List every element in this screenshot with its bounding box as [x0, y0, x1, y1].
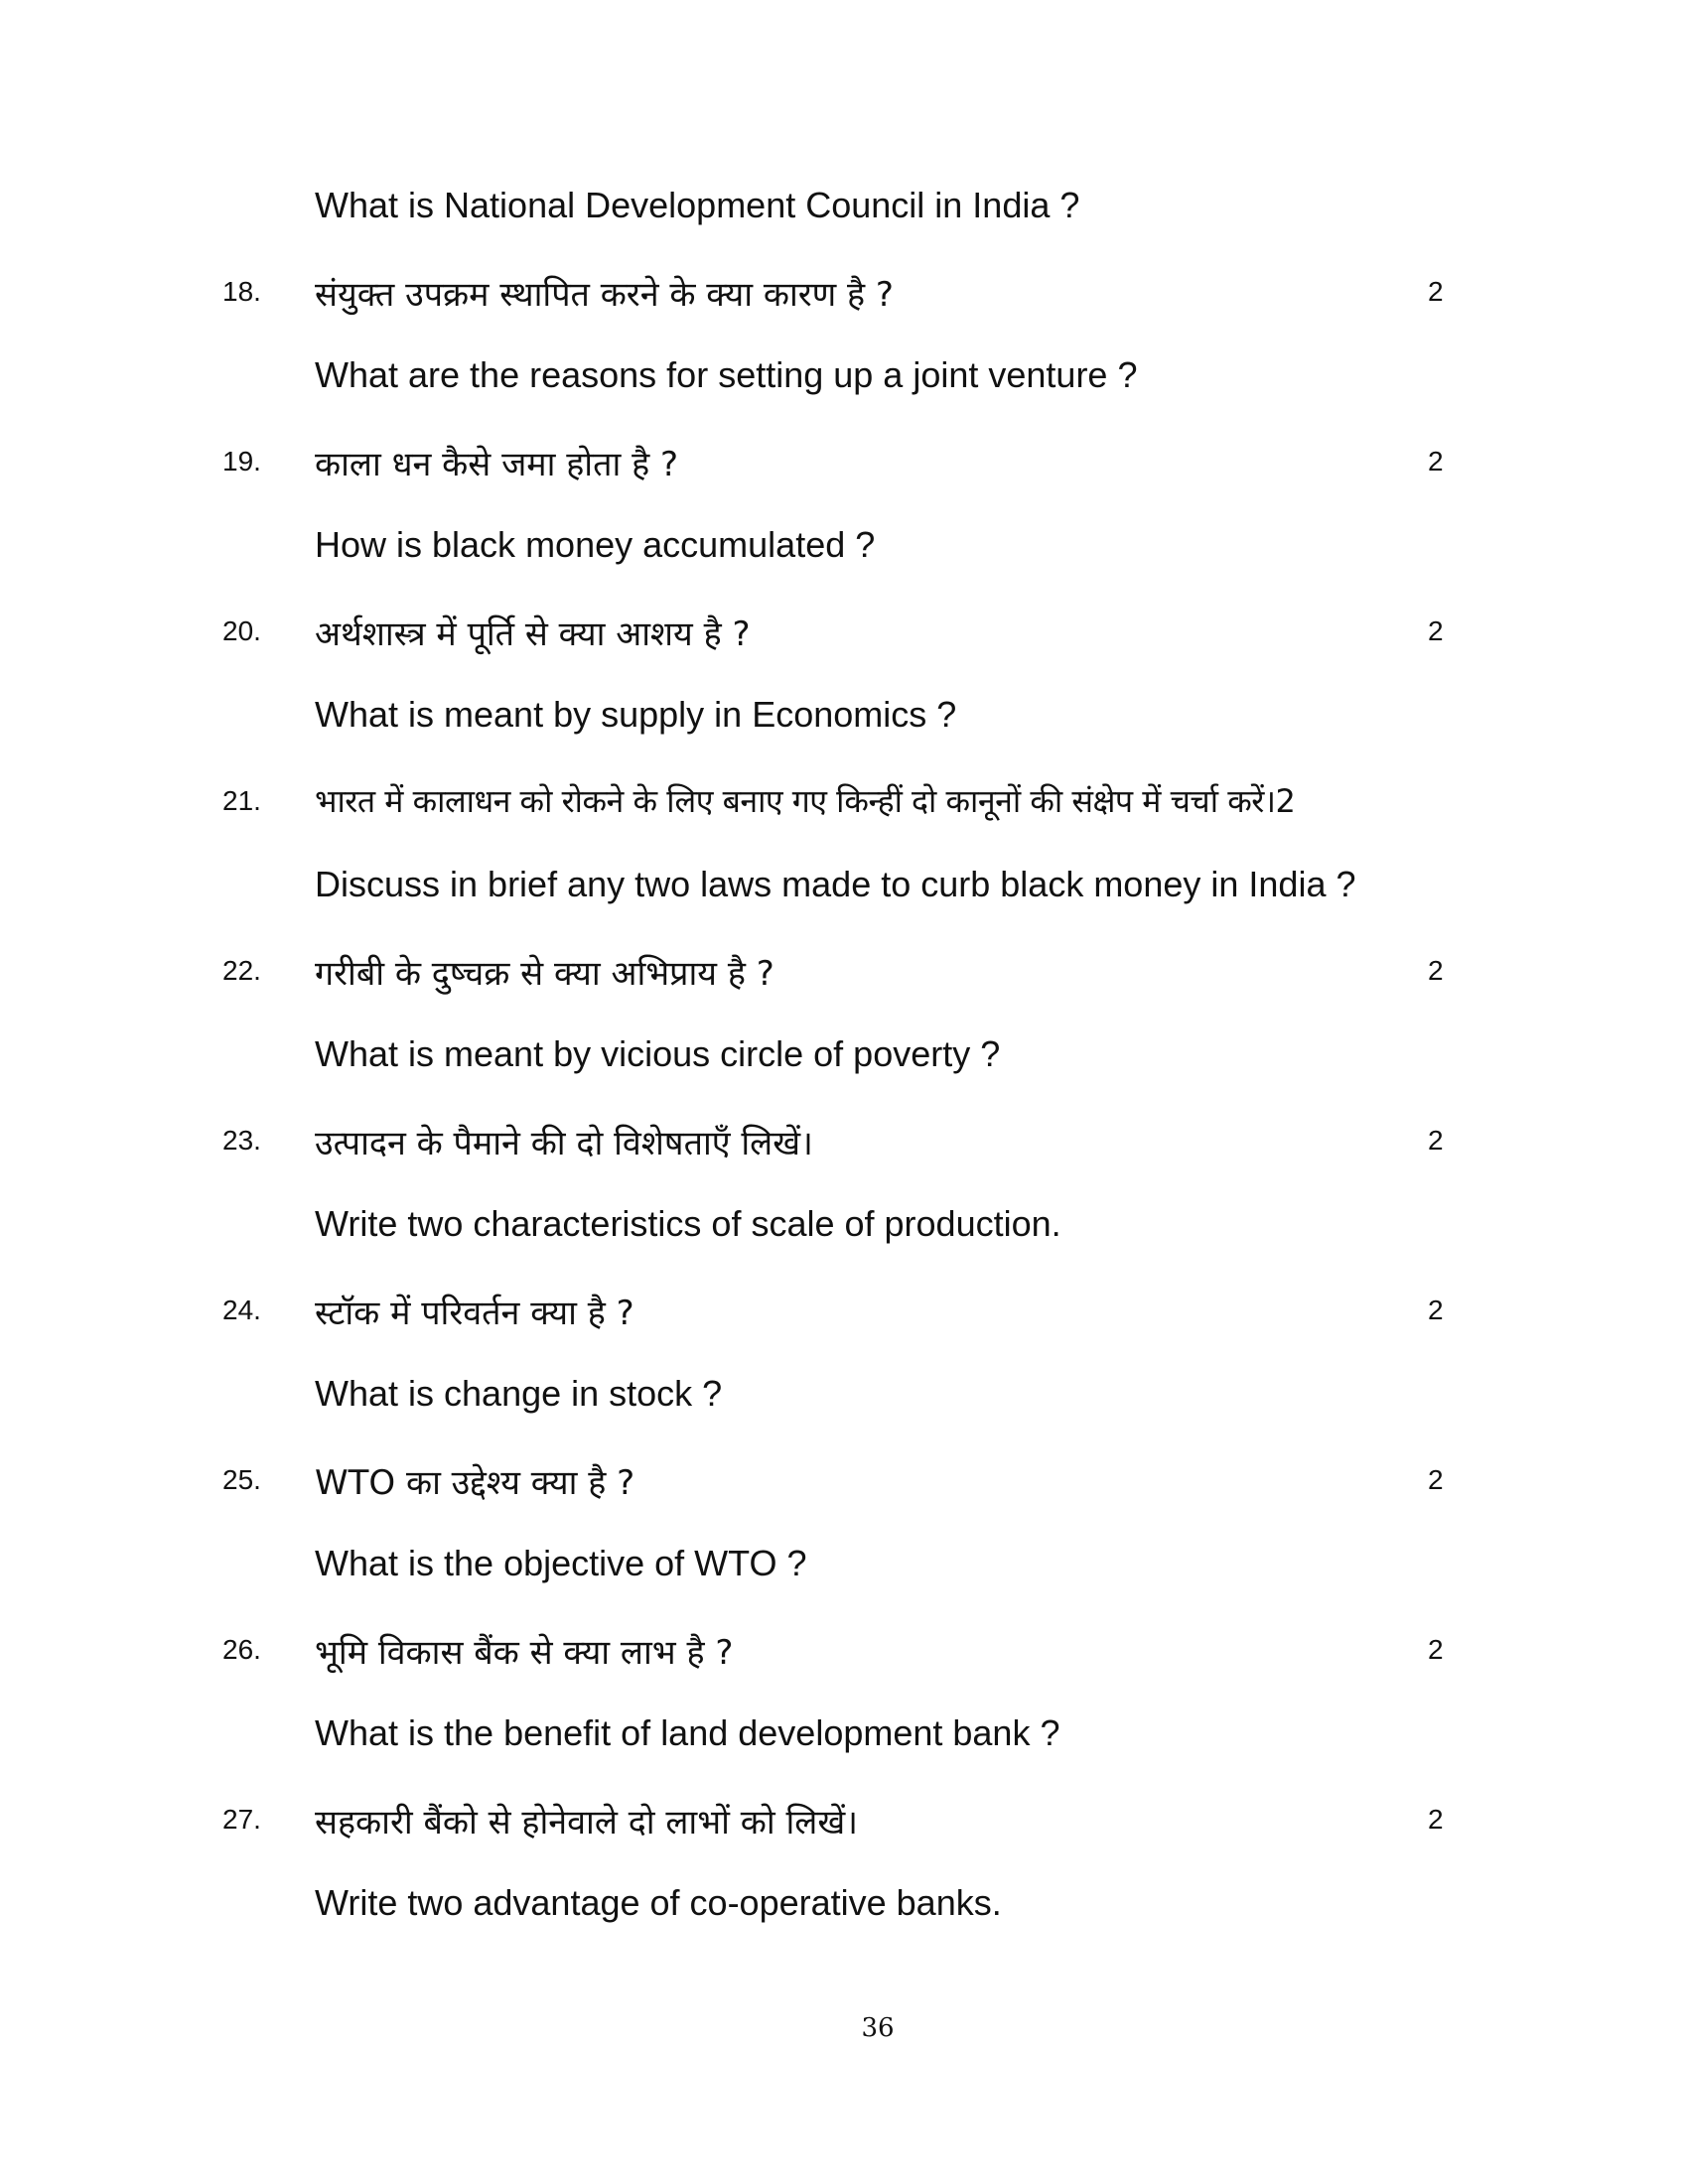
question-number: 25.	[222, 1464, 261, 1495]
intro-question-english: What is National Development Council in India ?	[315, 185, 1080, 225]
question-hindi: भूमि विकास बैंक से क्या लाभ है ?	[315, 1633, 734, 1673]
question-english: What are the reasons for setting up a joint venture ?	[315, 354, 1138, 395]
question-english: How is black money accumulated ?	[315, 524, 876, 565]
question-english: Write two characteristics of scale of production.	[315, 1203, 1061, 1244]
question-hindi: काला धन कैसे जमा होता है ?	[315, 445, 679, 484]
question-english: What is meant by supply in Economics ?	[315, 694, 957, 735]
question-marks: 2	[1428, 276, 1444, 307]
question-hindi: WTO का उद्देश्य क्या है ?	[315, 1463, 635, 1503]
question-number: 18.	[222, 276, 261, 307]
question-english: Discuss in brief any two laws made to curb black money in India ?	[315, 864, 1356, 904]
question-english: Write two advantage of co-operative banks.	[315, 1882, 1002, 1923]
question-hindi: भारत में कालाधन को रोकने के लिए बनाए गए किन्हीं दो कानूनों की संक्षेप में चर्चा करें।2	[315, 782, 1296, 820]
question-number: 20.	[222, 615, 261, 646]
question-marks: 2	[1428, 1295, 1444, 1325]
question-hindi: संयुक्त उपक्रम स्थापित करने के क्या कारण है ?	[315, 275, 894, 315]
question-number: 27.	[222, 1804, 261, 1835]
question-marks: 2	[1428, 1464, 1444, 1495]
question-marks: 2	[1428, 446, 1444, 477]
question-number: 24.	[222, 1295, 261, 1325]
question-english: What is the benefit of land development bank ?	[315, 1712, 1060, 1753]
question-hindi: स्टॉक में परिवर्तन क्या है ?	[315, 1294, 634, 1333]
question-hindi: उत्पादन के पैमाने की दो विशेषताएँ लिखें।	[315, 1124, 813, 1163]
question-marks: 2	[1428, 955, 1444, 986]
question-number: 19.	[222, 446, 261, 477]
page-number: 36	[861, 2013, 895, 2043]
question-hindi: अर्थशास्त्र में पूर्ति से क्या आशय है ?	[315, 614, 751, 654]
question-marks: 2	[1428, 615, 1444, 646]
question-marks: 2	[1428, 1125, 1444, 1156]
question-number: 22.	[222, 955, 261, 986]
question-english: What is meant by vicious circle of poverty ?	[315, 1033, 1001, 1074]
question-english: What is the objective of WTO ?	[315, 1543, 807, 1583]
question-english: What is change in stock ?	[315, 1373, 723, 1414]
question-number: 26.	[222, 1634, 261, 1665]
question-marks: 2	[1428, 1634, 1444, 1665]
question-hindi: सहकारी बैंको से होनेवाले दो लाभों को लिखें।	[315, 1803, 859, 1843]
question-hindi: गरीबी के दुष्चक्र से क्या अभिप्राय है ?	[315, 954, 774, 994]
question-marks: 2	[1428, 1804, 1444, 1835]
question-number: 21.	[222, 785, 261, 816]
question-number: 23.	[222, 1125, 261, 1156]
